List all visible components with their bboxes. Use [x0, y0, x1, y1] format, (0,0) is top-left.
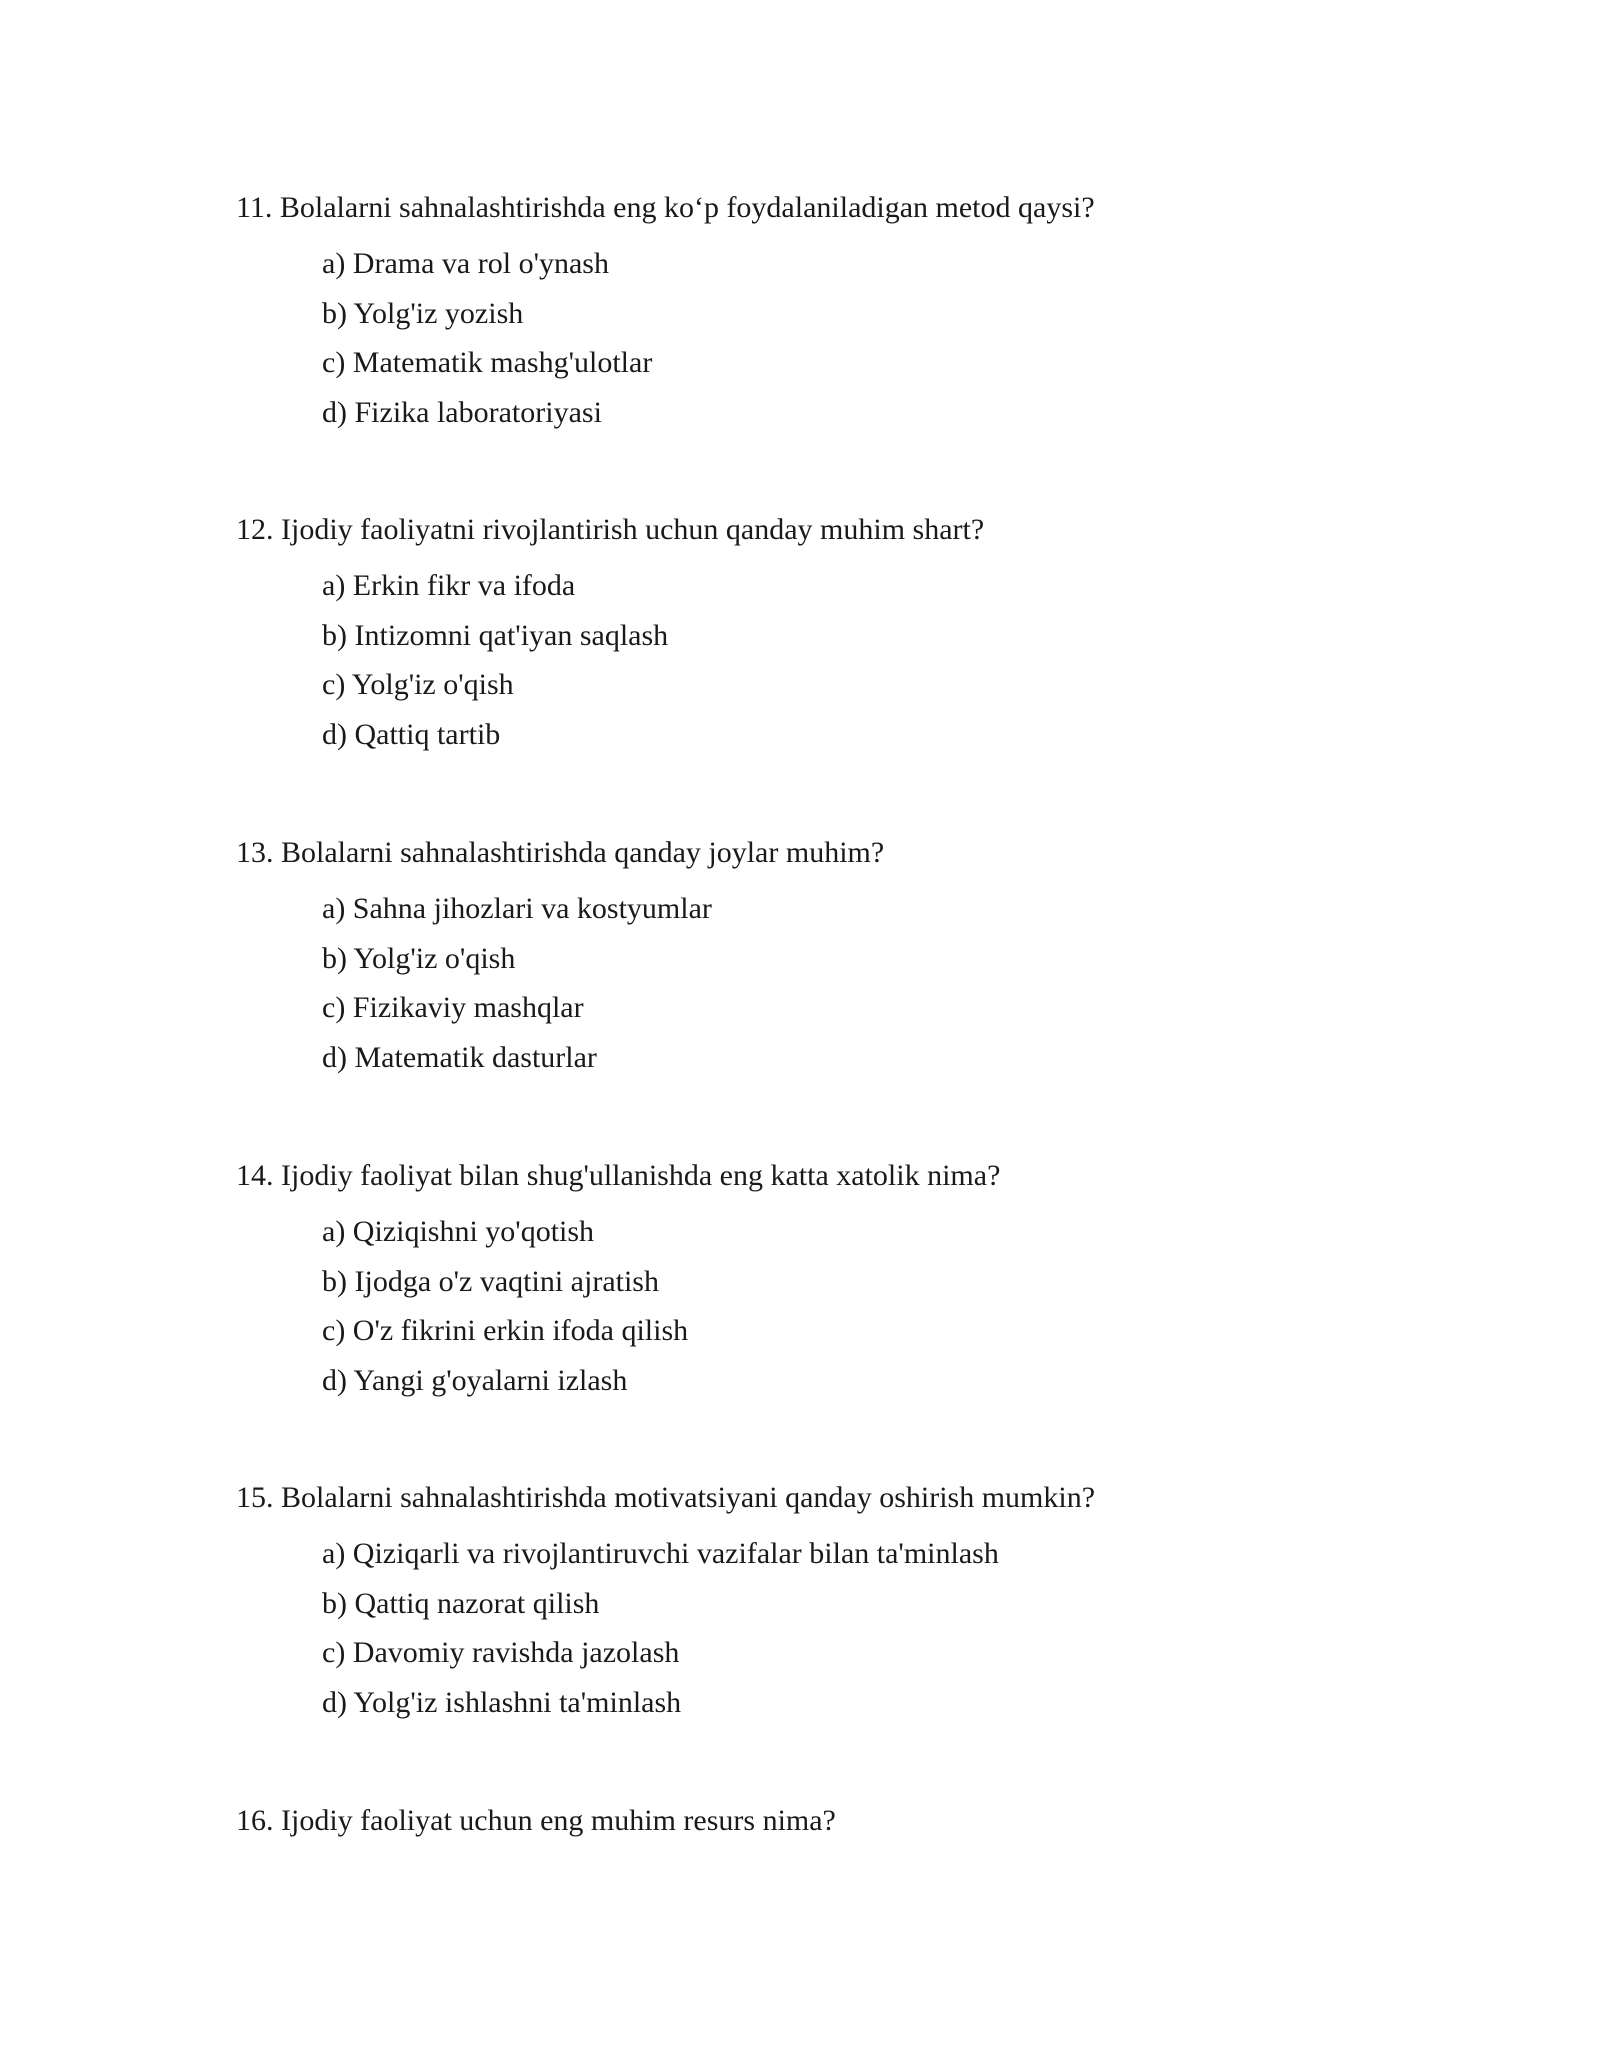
answer-option-d: d) Yangi g'oyalarni izlash — [322, 1363, 628, 1397]
question-14 — [236, 1156, 1436, 1410]
question-text: 15. Bolalarni sahnalashtirishda motivatsiyani qanday oshirish mumkin? — [236, 1481, 1096, 1514]
answer-option-b: b) Qattiq nazorat qilish — [322, 1586, 600, 1620]
answer-option-a: a) Qiziqarli va rivojlantiruvchi vazifalar bilan ta'minlash — [322, 1537, 999, 1570]
answer-options — [322, 1534, 1436, 1723]
answer-option-c: c) Matematik mashg'ulotlar — [322, 346, 653, 379]
question-text: 16. Ijodiy faoliyat uchun eng muhim resurs nima? — [236, 1804, 836, 1837]
answer-option-c: c) Fizikaviy mashqlar — [322, 991, 584, 1024]
question-12 — [236, 510, 1436, 764]
answer-option-c: c) O'z fikrini erkin ifoda qilish — [322, 1314, 689, 1347]
question-text: 13. Bolalarni sahnalashtirishda qanday joylar muhim? — [236, 836, 885, 869]
question-text: 12. Ijodiy faoliyatni rivojlantirish uchun qanday muhim shart? — [236, 513, 985, 546]
question-11 — [236, 188, 1436, 442]
answer-option-d: d) Matematik dasturlar — [322, 1040, 597, 1074]
answer-option-d: d) Yolg'iz ishlashni ta'minlash — [322, 1685, 682, 1719]
answer-options — [322, 566, 1436, 755]
answer-options — [322, 889, 1436, 1078]
question-16 — [236, 1801, 1436, 1841]
answer-option-a: a) Erkin fikr va ifoda — [322, 569, 576, 602]
answer-options — [322, 1212, 1436, 1401]
answer-option-b: b) Yolg'iz yozish — [322, 296, 524, 330]
answer-option-c: c) Yolg'iz o'qish — [322, 668, 514, 701]
question-15 — [236, 1478, 1436, 1732]
question-text: 14. Ijodiy faoliyat bilan shug'ullanishda eng katta xatolik nima? — [236, 1159, 1001, 1192]
answer-options — [322, 244, 1436, 433]
answer-option-c: c) Davomiy ravishda jazolash — [322, 1636, 680, 1669]
answer-option-d: d) Qattiq tartib — [322, 717, 501, 751]
answer-option-b: b) Yolg'iz o'qish — [322, 941, 516, 975]
answer-option-b: b) Ijodga o'z vaqtini ajratish — [322, 1264, 659, 1298]
answer-option-d: d) Fizika laboratoriyasi — [322, 395, 602, 429]
answer-option-a: a) Qiziqishni yo'qotish — [322, 1215, 595, 1248]
answer-option-b: b) Intizomni qat'iyan saqlash — [322, 618, 669, 652]
question-13 — [236, 833, 1436, 1087]
answer-option-a: a) Sahna jihozlari va kostyumlar — [322, 892, 712, 925]
question-text: 11. Bolalarni sahnalashtirishda eng ko‘p foydalaniladigan metod qaysi? — [236, 191, 1095, 224]
answer-option-a: a) Drama va rol o'ynash — [322, 247, 609, 280]
